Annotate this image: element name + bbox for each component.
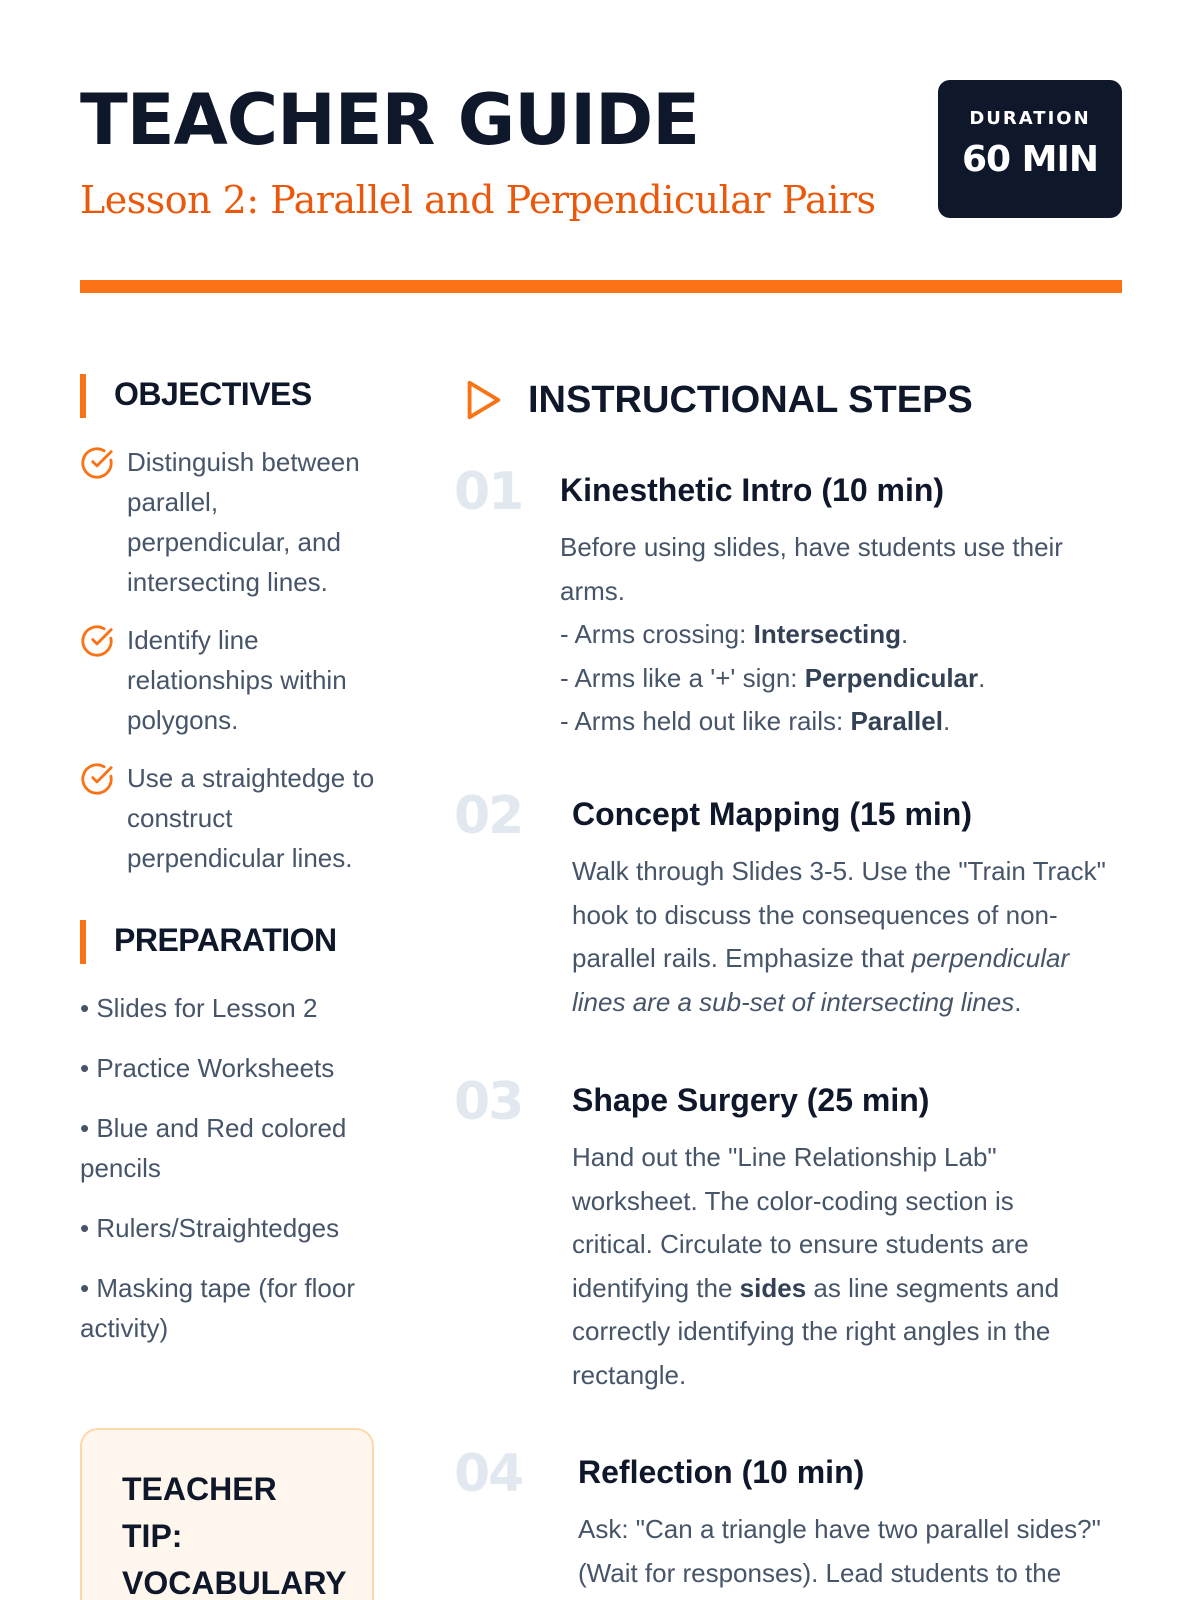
objective-text: Use a straightedge to construct perpendicular lines. (127, 763, 375, 873)
step-number: 02 (454, 786, 523, 846)
right-column (454, 370, 1122, 1588)
page-header (80, 78, 1122, 238)
preparation-item: • Slides for Lesson 2 (80, 993, 318, 1023)
preparation-item: • Practice Worksheets (80, 1053, 335, 1083)
lesson-subtitle: Lesson 2: Parallel and Perpendicular Pairs (80, 178, 876, 222)
play-icon (460, 376, 506, 424)
check-circle-icon (80, 446, 114, 480)
objective-text: Identify line relationships within polygons. (127, 625, 347, 735)
header-divider (80, 280, 1122, 293)
duration-value: 60 MIN (962, 139, 1098, 180)
step-line: - Arms held out like rails: Parallel. (560, 706, 951, 736)
page-title: TEACHER GUIDE (80, 79, 700, 161)
objective-item (80, 620, 380, 740)
step-description: Ask: "Can a triangle have two parallel sides?" (Wait for responses). Lead students to the (578, 1514, 1101, 1588)
step-line: - Arms crossing: Intersecting. (560, 619, 909, 649)
steps-heading (460, 370, 1122, 430)
step-description: Hand out the "Line Relationship Lab" worksheet. The color-coding section is critical. Circulate to ensure students are identifying the sides as line segments and correctly identifying the right angles in the rectangle. (572, 1142, 1060, 1390)
duration-label: DURATION (969, 108, 1091, 129)
step-title: Shape Surgery (25 min) (572, 1082, 930, 1118)
check-circle-icon (80, 762, 114, 796)
teacher-tip-heading: TEACHER TIP: VOCABULARY (122, 1471, 347, 1600)
objectives-heading-text: OBJECTIVES (114, 376, 312, 412)
step-description: Walk through Slides 3-5. Use the "Train Track" hook to discuss the consequences of non-parallel rails. Emphasize that perpendicular lines are a sub-set of intersecting lines. (572, 856, 1106, 1017)
step-line: - Arms like a '+' sign: Perpendicular. (560, 662, 986, 693)
preparation-item: • Masking tape (for floor activity) (80, 1273, 355, 1343)
heading-accent-bar (80, 374, 86, 418)
preparation-heading (80, 918, 380, 966)
step-intro: Before using slides, have students use their arms. (560, 532, 1063, 606)
teacher-tip-card (80, 1428, 374, 1600)
duration-badge (938, 80, 1122, 218)
objective-item (80, 758, 380, 878)
left-column (80, 372, 380, 1368)
step-body (572, 1072, 1092, 1397)
preparation-item: • Blue and Red colored pencils (80, 1113, 347, 1183)
objective-text: Distinguish between parallel, perpendicular, and intersecting lines. (127, 447, 360, 597)
objective-item (80, 442, 380, 602)
step-body (560, 462, 1122, 744)
step-title: Concept Mapping (15 min) (572, 796, 972, 832)
step-title: Reflection (10 min) (578, 1454, 865, 1490)
step-description (560, 526, 1122, 744)
step-number: 04 (454, 1444, 523, 1504)
steps-heading-text: INSTRUCTIONAL STEPS (528, 379, 973, 421)
step-number: 03 (454, 1072, 523, 1132)
check-circle-icon (80, 624, 114, 658)
step-body (572, 786, 1122, 1024)
objectives-heading (80, 372, 380, 420)
preparation-heading-text: PREPARATION (114, 922, 337, 958)
step-number: 01 (454, 462, 523, 522)
preparation-item: • Rulers/Straightedges (80, 1213, 340, 1243)
step-body (578, 1444, 1122, 1595)
heading-accent-bar (80, 920, 86, 964)
step-title: Kinesthetic Intro (10 min) (560, 472, 945, 508)
